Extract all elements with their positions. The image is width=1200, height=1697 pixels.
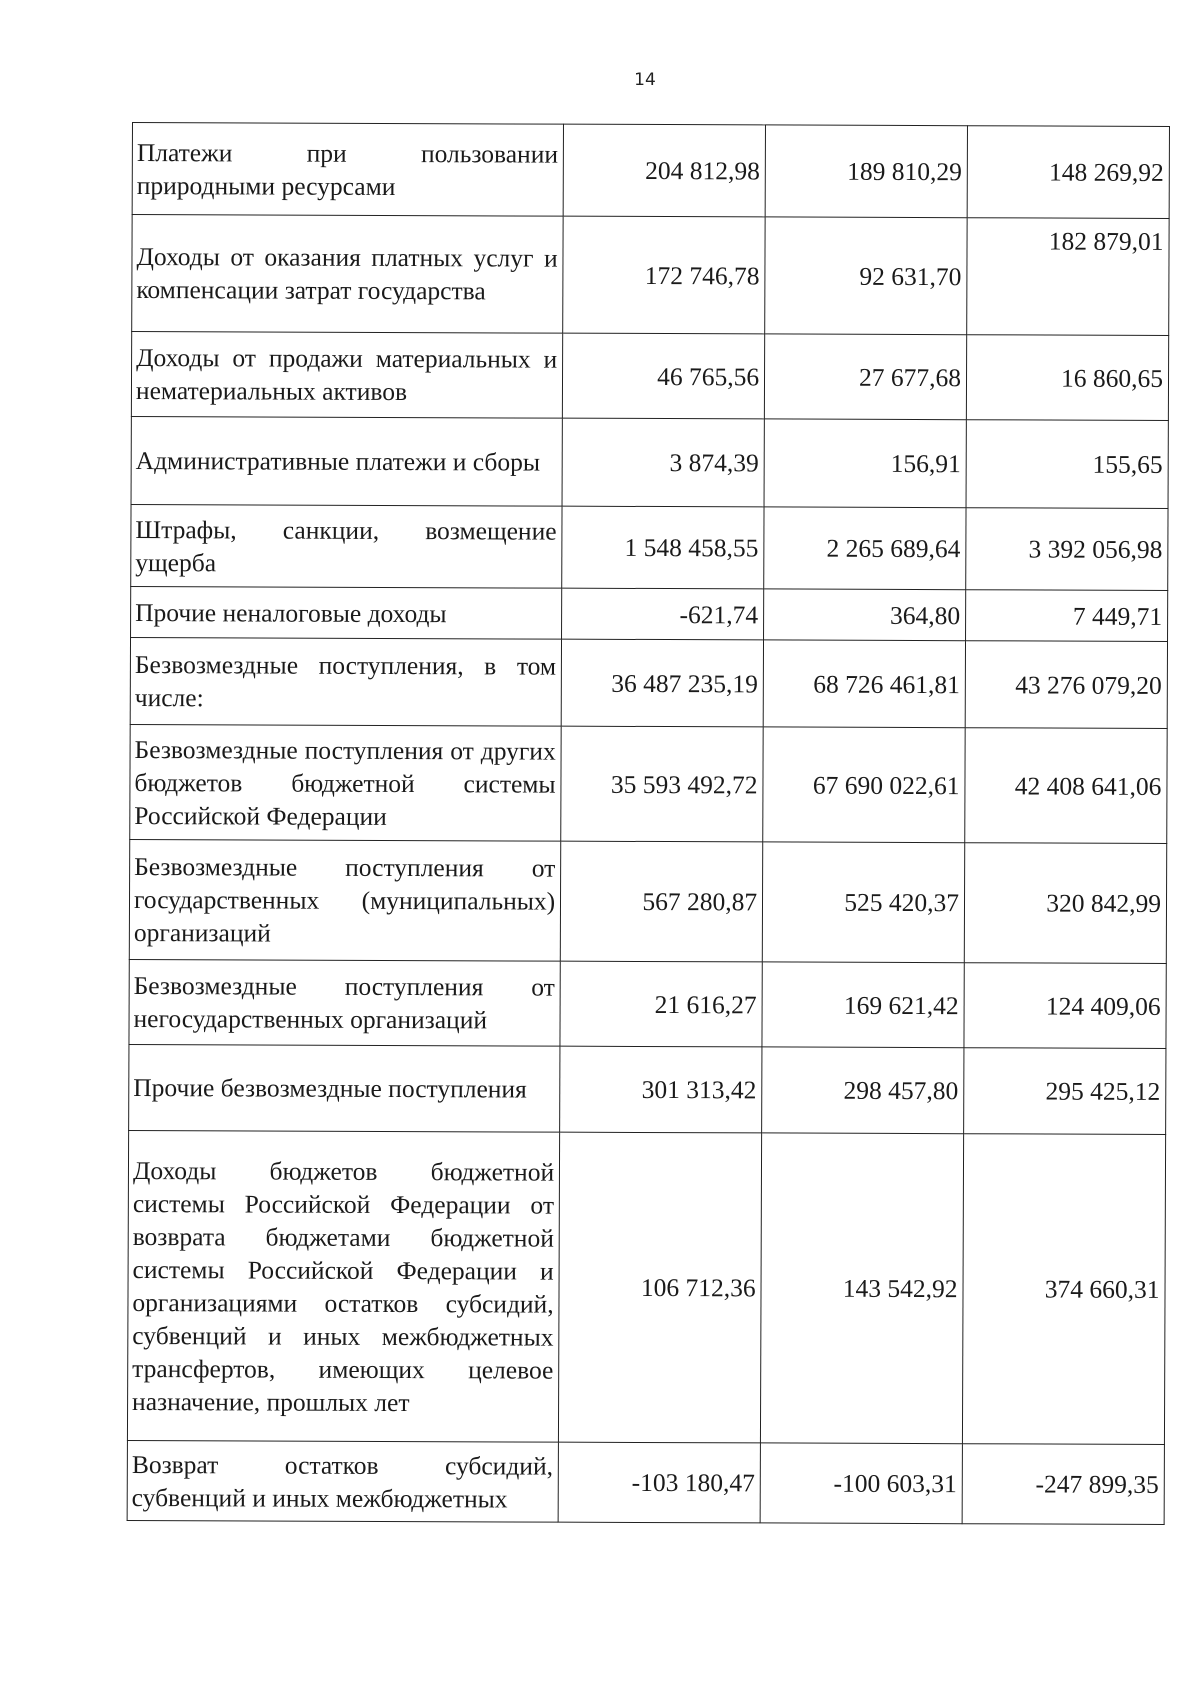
budget-revenue-table	[127, 122, 1170, 1525]
row-label: Безвозмездные поступления от других бюджетов бюджетной системы Российской Федерации	[130, 724, 562, 841]
value-cell: 189 810,29	[765, 125, 967, 218]
table-row	[131, 504, 1168, 590]
value-cell: 364,80	[764, 589, 966, 641]
table-row	[132, 123, 1169, 219]
row-label: Безвозмездные поступления от негосударственных организаций	[129, 959, 560, 1046]
row-label: Доходы от оказания платных услуг и компенсации затрат государства	[132, 215, 564, 334]
value-cell: 3 392 056,98	[966, 508, 1168, 591]
value-cell: 567 280,87	[560, 841, 762, 962]
table-row	[127, 1130, 1165, 1444]
value-cell: 156,91	[764, 419, 966, 508]
value-cell: 124 409,06	[964, 963, 1166, 1049]
value-cell: 301 313,42	[560, 1046, 762, 1133]
value-cell: 3 874,39	[562, 418, 764, 507]
value-cell: 169 621,42	[762, 962, 964, 1048]
value-cell: 7 449,71	[966, 590, 1168, 642]
table-row	[129, 1044, 1166, 1134]
value-cell: 182 879,01	[967, 218, 1169, 336]
value-cell: 27 677,68	[764, 334, 966, 420]
value-cell: 106 712,36	[559, 1132, 762, 1443]
row-label: Административные платежи и сборы	[131, 416, 562, 506]
value-cell: 21 616,27	[560, 961, 762, 1047]
value-cell: 374 660,31	[962, 1134, 1165, 1445]
value-cell: 143 542,92	[761, 1133, 964, 1444]
page-number: 14	[634, 70, 656, 90]
value-cell: -621,74	[562, 588, 764, 640]
value-cell: 172 746,78	[563, 216, 765, 334]
value-cell: 92 631,70	[765, 217, 967, 335]
value-cell: -103 180,47	[558, 1442, 760, 1523]
value-cell: 298 457,80	[762, 1047, 964, 1134]
table-row	[129, 959, 1166, 1048]
value-cell: 204 812,98	[563, 124, 765, 217]
value-cell: -247 899,35	[962, 1444, 1164, 1525]
value-cell: -100 603,31	[760, 1443, 962, 1524]
row-label: Доходы от продажи материальных и нематериальных активов	[131, 332, 562, 419]
table-row	[131, 332, 1168, 421]
row-label: Возврат остатков субсидий, субвенций и иных межбюджетных	[127, 1440, 558, 1522]
table-row	[127, 1440, 1164, 1524]
value-cell: 148 269,92	[967, 126, 1169, 219]
row-label: Безвозмездные поступления от государственных (муниципальных) организаций	[129, 839, 561, 961]
row-label: Доходы бюджетов бюджетной системы Российской Федерации от возврата бюджетами бюджетной системы Российской Федерации и организациями остатков субсидий, субвенций и иных межбюджетных трансфертов, имеющих целевое назначение, прошлых лет	[127, 1130, 559, 1442]
value-cell: 295 425,12	[964, 1048, 1166, 1135]
value-cell: 35 593 492,72	[561, 726, 763, 842]
row-label: Прочие безвозмездные поступления	[129, 1044, 560, 1132]
table-row	[130, 637, 1167, 728]
value-cell: 42 408 641,06	[965, 728, 1167, 844]
value-cell: 67 690 022,61	[763, 727, 965, 843]
table-row	[130, 724, 1167, 843]
value-cell: 16 860,65	[966, 335, 1168, 421]
row-label: Прочие неналоговые доходы	[131, 586, 562, 639]
value-cell: 46 765,56	[563, 333, 765, 419]
row-label: Платежи при пользовании природными ресурсами	[132, 123, 564, 217]
table-row	[131, 586, 1168, 641]
value-cell: 2 265 689,64	[764, 507, 966, 590]
value-cell: 525 420,37	[762, 842, 964, 963]
table-row	[129, 839, 1166, 963]
table-row	[131, 416, 1168, 508]
table-row	[132, 215, 1169, 336]
value-cell: 155,65	[966, 420, 1168, 509]
value-cell: 1 548 458,55	[562, 506, 764, 589]
value-cell: 43 276 079,20	[965, 641, 1167, 729]
value-cell: 68 726 461,81	[763, 640, 965, 728]
row-label: Штрафы, санкции, возмещение ущерба	[131, 504, 562, 588]
value-cell: 36 487 235,19	[561, 639, 763, 727]
row-label: Безвозмездные поступления, в том числе:	[130, 637, 561, 726]
value-cell: 320 842,99	[964, 843, 1166, 964]
